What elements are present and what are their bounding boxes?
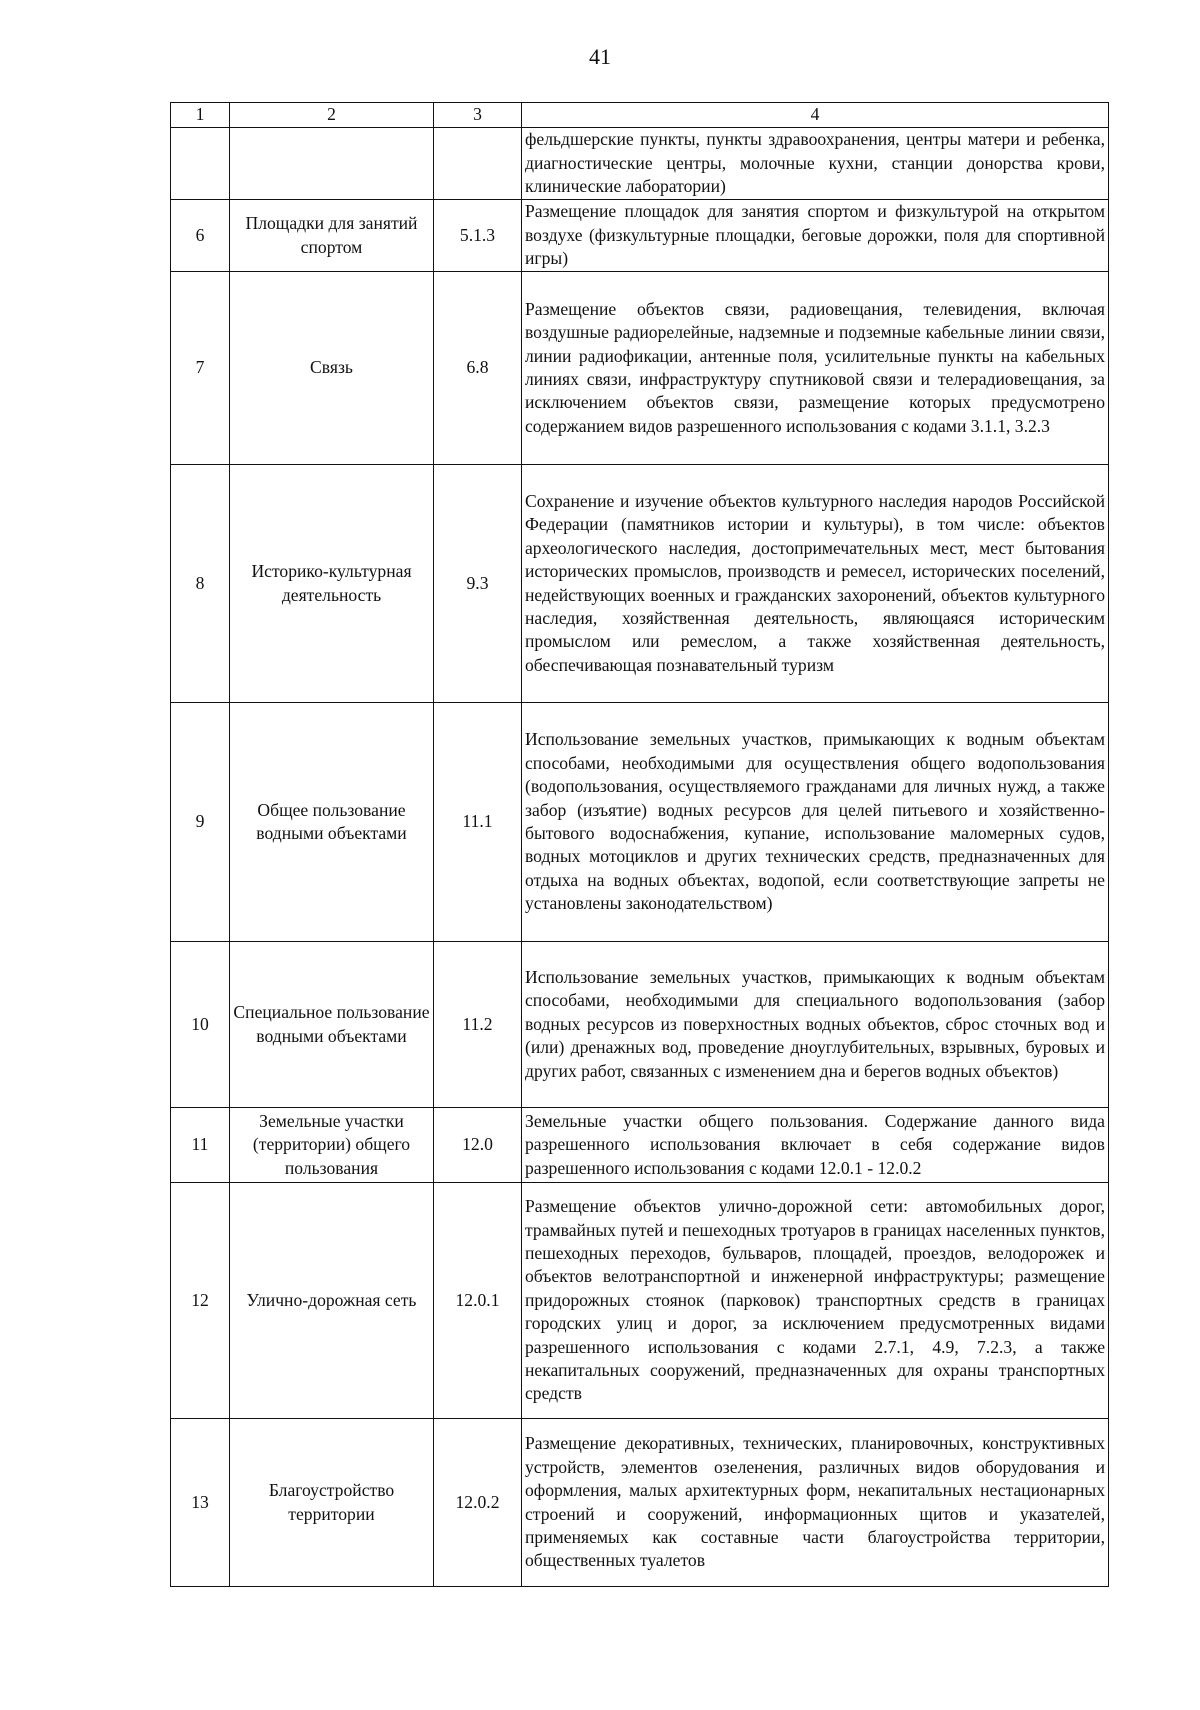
cell-name: Площадки для занятий спортом xyxy=(230,200,434,272)
table-row xyxy=(171,272,1109,465)
cell-name: Специальное пользование водными объектами xyxy=(230,942,434,1108)
table-row xyxy=(171,1108,1109,1183)
header-col-4: 4 xyxy=(522,103,1109,128)
cell-code: 12.0 xyxy=(434,1108,522,1183)
header-col-2: 2 xyxy=(230,103,434,128)
cell-code: 6.8 xyxy=(434,272,522,465)
cell-code: 11.2 xyxy=(434,942,522,1108)
cell-name: Улично-дорожная сеть xyxy=(230,1183,434,1419)
cell-desc: фельдшерские пункты, пункты здравоохранения, центры матери и ребенка, диагностические центры, молочные кухни, станции донорства крови, клинические лаборатории) xyxy=(522,128,1109,200)
cell-desc: Размещение декоративных, технических, планировочных, конструктивных устройств, элементов озеленения, различных видов оборудования и оформления, малых архитектурных форм, некапитальных нестационарных строений и сооружений, информационных щитов и указателей, применяемых как составные части благоустройства территории, общественных туалетов xyxy=(522,1419,1109,1587)
land-use-table xyxy=(170,102,1109,1587)
cell-desc: Размещение объектов улично-дорожной сети: автомобильных дорог, трамвайных путей и пешеходных тротуаров в границах населенных пунктов, пешеходных переходов, бульваров, площадей, проездов, велодорожек и объектов велотранспортной и инженерной инфраструктуры; размещение придорожных стоянок (парковок) транспортных средств в границах городских улиц и дорог, за исключением предусмотренных видами разрешенного использования с кодами 2.7.1, 4.9, 7.2.3, а также некапитальных сооружений, предназначенных для охраны транспортных средств xyxy=(522,1183,1109,1419)
cell-num: 9 xyxy=(171,703,230,942)
cell-code xyxy=(434,128,522,200)
cell-code: 9.3 xyxy=(434,465,522,703)
cell-name: Связь xyxy=(230,272,434,465)
cell-num: 7 xyxy=(171,272,230,465)
cell-name: Земельные участки (территории) общего пользования xyxy=(230,1108,434,1183)
cell-name: Общее пользование водными объектами xyxy=(230,703,434,942)
table-header-row xyxy=(171,103,1109,128)
cell-num: 12 xyxy=(171,1183,230,1419)
table-row xyxy=(171,1183,1109,1419)
cell-num: 11 xyxy=(171,1108,230,1183)
cell-desc: Использование земельных участков, примыкающих к водным объектам способами, необходимыми для специального водопользования (забор водных ресурсов из поверхностных водных объектов, сброс сточных вод и (или) дренажных вод, проведение дноуглубительных, взрывных, буровых и других работ, связанных с изменением дна и берегов водных объектов) xyxy=(522,942,1109,1108)
cell-desc: Размещение площадок для занятия спортом и физкультурой на открытом воздухе (физкультурные площадки, беговые дорожки, поля для спортивной игры) xyxy=(522,200,1109,272)
table-row xyxy=(171,703,1109,942)
cell-num: 10 xyxy=(171,942,230,1108)
cell-name: Благоустройство территории xyxy=(230,1419,434,1587)
table-row xyxy=(171,200,1109,272)
cell-num: 13 xyxy=(171,1419,230,1587)
cell-num xyxy=(171,128,230,200)
cell-desc: Размещение объектов связи, радиовещания, телевидения, включая воздушные радиорелейные, надземные и подземные кабельные линии связи, линии радиофикации, антенные поля, усилительные пункты на кабельных линиях связи, инфраструктуру спутниковой связи и телерадиовещания, за исключением объектов связи, размещение которых предусмотрено содержанием видов разрешенного использования с кодами 3.1.1, 3.2.3 xyxy=(522,272,1109,465)
table-row xyxy=(171,942,1109,1108)
header-col-1: 1 xyxy=(171,103,230,128)
cell-desc: Использование земельных участков, примыкающих к водным объектам способами, необходимыми для осуществления общего водопользования (водопользования, осуществляемого гражданами для личных нужд, а также забор (изъятие) водных ресурсов для целей питьевого и хозяйственно-бытового водоснабжения, купание, использование маломерных судов, водных мотоциклов и других технических средств, предназначенных для отдыха на водных объектах, водопой, если соответствующие запреты не установлены законодательством) xyxy=(522,703,1109,942)
table-row-continuation xyxy=(171,128,1109,200)
page-number: 41 xyxy=(589,44,611,69)
cell-code: 12.0.2 xyxy=(434,1419,522,1587)
cell-num: 6 xyxy=(171,200,230,272)
table-row xyxy=(171,465,1109,703)
cell-desc: Сохранение и изучение объектов культурного наследия народов Российской Федерации (памятников истории и культуры), в том числе: объектов археологического наследия, достопримечательных мест, мест бытования исторических промыслов, производств и ремесел, исторических поселений, недействующих военных и гражданских захоронений, объектов культурного наследия, хозяйственная деятельность, являющаяся историческим промыслом или ремеслом, а также хозяйственная деятельность, обеспечивающая познавательный туризм xyxy=(522,465,1109,703)
cell-code: 11.1 xyxy=(434,703,522,942)
cell-name xyxy=(230,128,434,200)
header-col-3: 3 xyxy=(434,103,522,128)
table-row xyxy=(171,1419,1109,1587)
cell-name: Историко-культурная деятельность xyxy=(230,465,434,703)
cell-code: 12.0.1 xyxy=(434,1183,522,1419)
cell-desc: Земельные участки общего пользования. Содержание данного вида разрешенного использования включает в себя содержание видов разрешенного использования с кодами 12.0.1 - 12.0.2 xyxy=(522,1108,1109,1183)
cell-code: 5.1.3 xyxy=(434,200,522,272)
cell-num: 8 xyxy=(171,465,230,703)
